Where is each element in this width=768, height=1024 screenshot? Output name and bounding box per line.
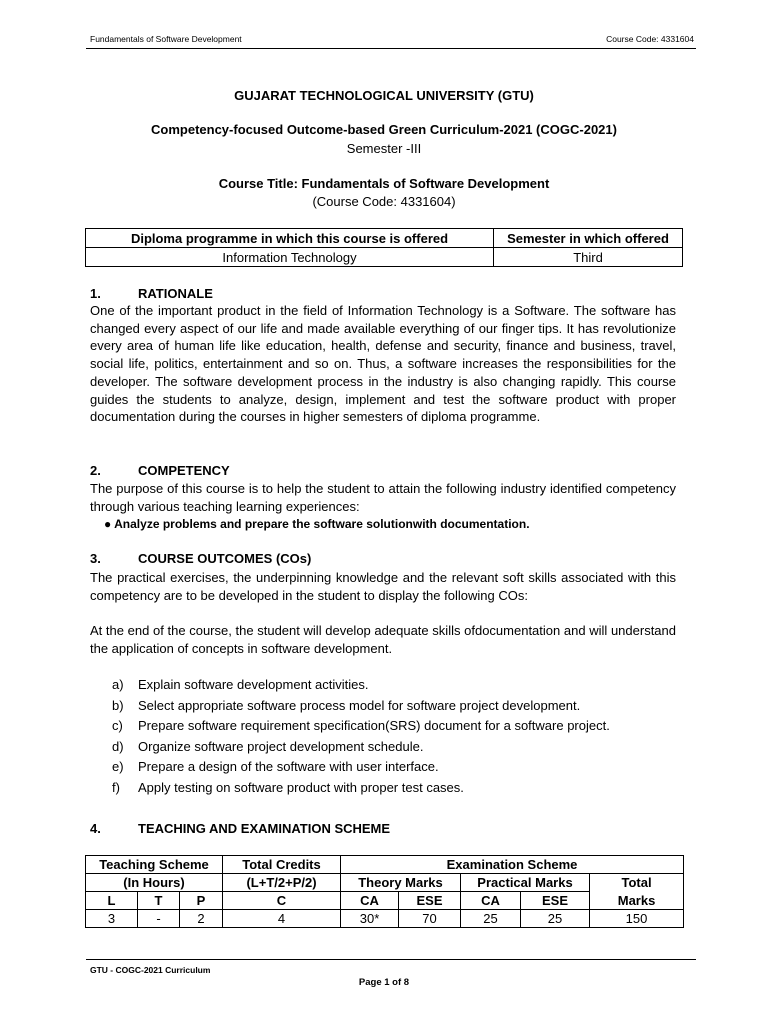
section-heading-outcomes: 3. COURSE OUTCOMES (COs) (90, 551, 312, 566)
list-item: a) Explain software development activities. (112, 677, 369, 692)
col-practical-ca: CA (461, 892, 521, 910)
col-c: C (223, 892, 341, 910)
value-total-marks: 150 (590, 910, 684, 928)
total-credits-formula: (L+T/2+P/2) (223, 874, 341, 892)
list-item: d) Organize software project development schedule. (112, 738, 424, 754)
col-t: T (138, 892, 180, 910)
footer-curriculum: GTU - COGC-2021 Curriculum (90, 965, 211, 975)
header-course-code: Course Code: 4331604 (606, 34, 694, 44)
list-item: b) Select appropriate software process model for software project development. (112, 697, 581, 713)
curriculum-title: Competency-focused Outcome-based Green Curriculum-2021 (COGC-2021) (151, 122, 617, 137)
total-credits-header: Total Credits (223, 856, 341, 874)
value-l: 3 (86, 910, 138, 928)
page-header (90, 34, 694, 46)
section-heading-scheme: 4. TEACHING AND EXAMINATION SCHEME (90, 821, 391, 836)
value-theory-ca: 30* (341, 910, 399, 928)
value-c: 4 (223, 910, 341, 928)
header-course-name: Fundamentals of Software Development (90, 34, 242, 44)
scheme-table (85, 855, 684, 928)
theory-marks-header: Theory Marks (341, 874, 461, 892)
rationale-text: One of the important product in the field of Information Technology is a Software. The software has changed every aspect of our life and made available everything of our finger tips. It has revolutionize every area of human life like education, health, defense and security, finance and business, travel, social life, politics, entertainment and so on. Thus, a software increases the responsibilities for the developer. The software development process in the industry is also changing rapidly. This course guides the students to analyze, design, implement and test the software product with proper documentation during the courses in higher semesters of diploma programme. (90, 303, 676, 425)
total-marks-subheader: Marks (590, 892, 684, 910)
outcomes-list (112, 675, 610, 798)
offer-semester-value: Third (494, 248, 683, 267)
value-t: - (138, 910, 180, 928)
offer-header-programme: Diploma programme in which this course is offered (86, 229, 494, 248)
header-divider (86, 48, 696, 49)
col-l: L (86, 892, 138, 910)
value-practical-ese: 25 (521, 910, 590, 928)
total-marks-header: Total (590, 874, 684, 892)
outcomes-summary-text: At the end of the course, the student will develop adequate skills ofdocumentation and will understand the application of concepts in software development. (90, 623, 676, 656)
col-theory-ca: CA (341, 892, 399, 910)
outcomes-intro-text: The practical exercises, the underpinning knowledge and the relevant soft skills associated with this competency are to be developed in the student to display the following COs: (90, 570, 676, 603)
course-title: Course Title: Fundamentals of Software Development (218, 176, 550, 191)
list-item: f) Apply testing on software product with proper test cases. (112, 779, 464, 795)
competency-bullet: ● Analyze problems and prepare the software solutionwith documentation. (104, 517, 530, 531)
value-p: 2 (180, 910, 223, 928)
page-number: Page 1 of 8 (358, 977, 410, 988)
exam-scheme-header: Examination Scheme (341, 856, 684, 874)
course-code: (Course Code: 4331604) (312, 194, 456, 209)
col-p: P (180, 892, 223, 910)
list-item: e) Prepare a design of the software with user interface. (112, 759, 439, 774)
list-item: c) Prepare software requirement specification(SRS) document for a software project. (112, 718, 610, 733)
practical-marks-header: Practical Marks (461, 874, 590, 892)
section-heading-competency: 2. COMPETENCY (90, 463, 230, 478)
university-title: GUJARAT TECHNOLOGICAL UNIVERSITY (GTU) (234, 88, 534, 103)
section-heading-rationale: 1. RATIONALE (90, 286, 213, 301)
footer-divider (86, 959, 696, 960)
semester-label: Semester -III (346, 141, 422, 156)
offer-table (85, 228, 683, 267)
teaching-scheme-header: Teaching Scheme (86, 856, 223, 874)
value-theory-ese: 70 (399, 910, 461, 928)
teaching-scheme-subheader: (In Hours) (86, 874, 223, 892)
offer-programme-value: Information Technology (86, 248, 494, 267)
col-theory-ese: ESE (399, 892, 461, 910)
competency-text: The purpose of this course is to help the student to attain the following industry identified competency through various teaching learning experiences: (90, 481, 676, 514)
col-practical-ese: ESE (521, 892, 590, 910)
value-practical-ca: 25 (461, 910, 521, 928)
offer-header-semester: Semester in which offered (494, 229, 683, 248)
